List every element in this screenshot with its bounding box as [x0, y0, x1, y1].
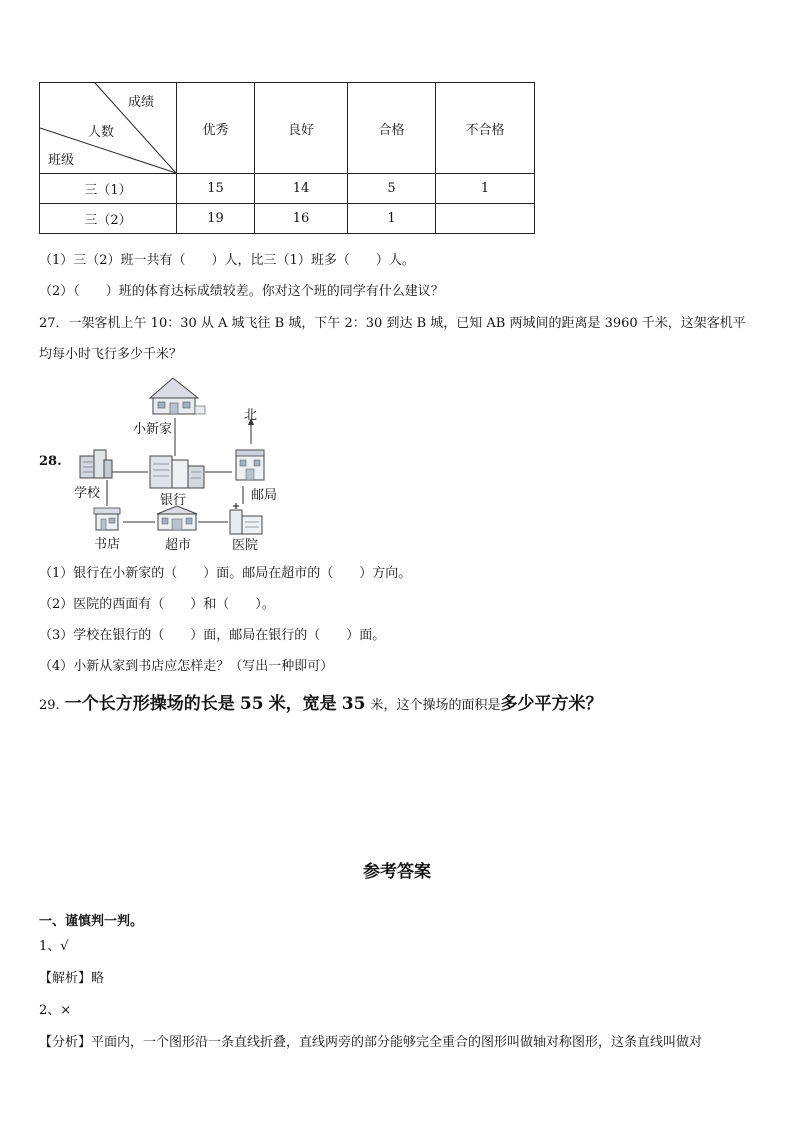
north-label: 北 — [244, 408, 258, 423]
q29-length: 55 — [239, 694, 264, 714]
answer-1: 1、√ — [39, 939, 69, 954]
school-icon — [80, 450, 112, 478]
q28-sub3: （3）学校在银行的（ ）面，邮局在银行的（ ）面。 — [39, 628, 386, 643]
answer-1-note: 【解析】略 — [39, 971, 105, 986]
diagonal-header-cell — [40, 83, 177, 174]
table-cell: 15 — [177, 174, 255, 204]
row-class: 三（2） — [40, 204, 177, 234]
answers-section1: 一、谨慎判一判。 — [39, 914, 144, 929]
q27-line2: 均每小时飞行多少千米？ — [39, 347, 183, 362]
map-drawing — [0, 376, 320, 556]
answers-title: 参考答案 — [363, 862, 431, 882]
table-cell: 1 — [348, 204, 436, 234]
bank-icon — [150, 456, 204, 488]
supermarket-label: 超市 — [165, 538, 192, 553]
q29-number: 29. — [39, 698, 60, 713]
answer-2: 2、× — [39, 1003, 72, 1018]
col-header: 合格 — [348, 83, 436, 174]
diag-label-score: 成绩 — [128, 95, 155, 110]
q26-sub2: （2）（ ）班的体育达标成绩较差。你对这个班的同学有什么建议？ — [39, 284, 444, 299]
q28-sub1: （1）银行在小新家的（ ）面。邮局在超市的（ ）方向。 — [39, 566, 412, 581]
bookstore-label: 书店 — [94, 537, 121, 552]
post-office-label: 邮局 — [251, 488, 278, 503]
col-header: 不合格 — [436, 83, 535, 174]
diag-label-count: 人数 — [88, 125, 115, 140]
q26-sub1: （1）三（2）班一共有（ ）人，比三（1）班多（ ）人。 — [39, 253, 415, 268]
q28-sub4: （4）小新从家到书店应怎样走？（写出一种即可） — [39, 659, 334, 674]
table-cell: 1 — [436, 174, 535, 204]
table-row — [40, 204, 535, 234]
bank-label: 银行 — [160, 493, 187, 508]
table-cell: 5 — [348, 174, 436, 204]
q29-part2: 米，宽是 — [268, 694, 337, 714]
q28-number: 28. — [39, 454, 62, 469]
home-label: 小新家 — [133, 422, 173, 437]
q29-part3: 米， — [370, 698, 397, 713]
table-cell: 16 — [255, 204, 348, 234]
q29-width: 35 — [341, 694, 366, 714]
q27-line1: 27．一架客机上午 10：30 从 A 城飞往 B 城，下午 2：30 到达 B 城，已知 AB 两城间的距离是 3960 千米，这架客机平 — [39, 316, 746, 331]
row-class: 三（1） — [40, 174, 177, 204]
hospital-icon — [230, 503, 262, 534]
col-header: 优秀 — [177, 83, 255, 174]
q29-part1: 一个长方形操场的长是 — [64, 694, 235, 714]
q29-part5: 多少平方米？ — [500, 694, 603, 714]
table-cell: 19 — [177, 204, 255, 234]
answer-2-note: 【分析】平面内，一个图形沿一条直线折叠，直线两旁的部分能够完全重合的图形叫做轴对称图形，这条直线叫做对 — [39, 1035, 703, 1050]
supermarket-icon — [157, 506, 197, 530]
table-row — [40, 174, 535, 204]
post-office-icon — [236, 450, 264, 480]
table-cell: 14 — [255, 174, 348, 204]
hospital-label: 医院 — [232, 538, 259, 553]
direction-map — [0, 376, 320, 556]
house-icon — [150, 378, 205, 414]
school-label: 学校 — [74, 486, 101, 501]
bookstore-icon — [94, 508, 120, 530]
q29-part4: 这个操场的面积是 — [396, 698, 501, 713]
score-table — [39, 82, 535, 234]
table-cell — [436, 204, 535, 234]
q28-sub2: （2）医院的西面有（ ）和（ ）。 — [39, 597, 275, 612]
diag-label-class: 班级 — [48, 153, 75, 168]
q29-question — [39, 689, 603, 714]
col-header: 良好 — [255, 83, 348, 174]
table-header-row — [40, 83, 535, 174]
